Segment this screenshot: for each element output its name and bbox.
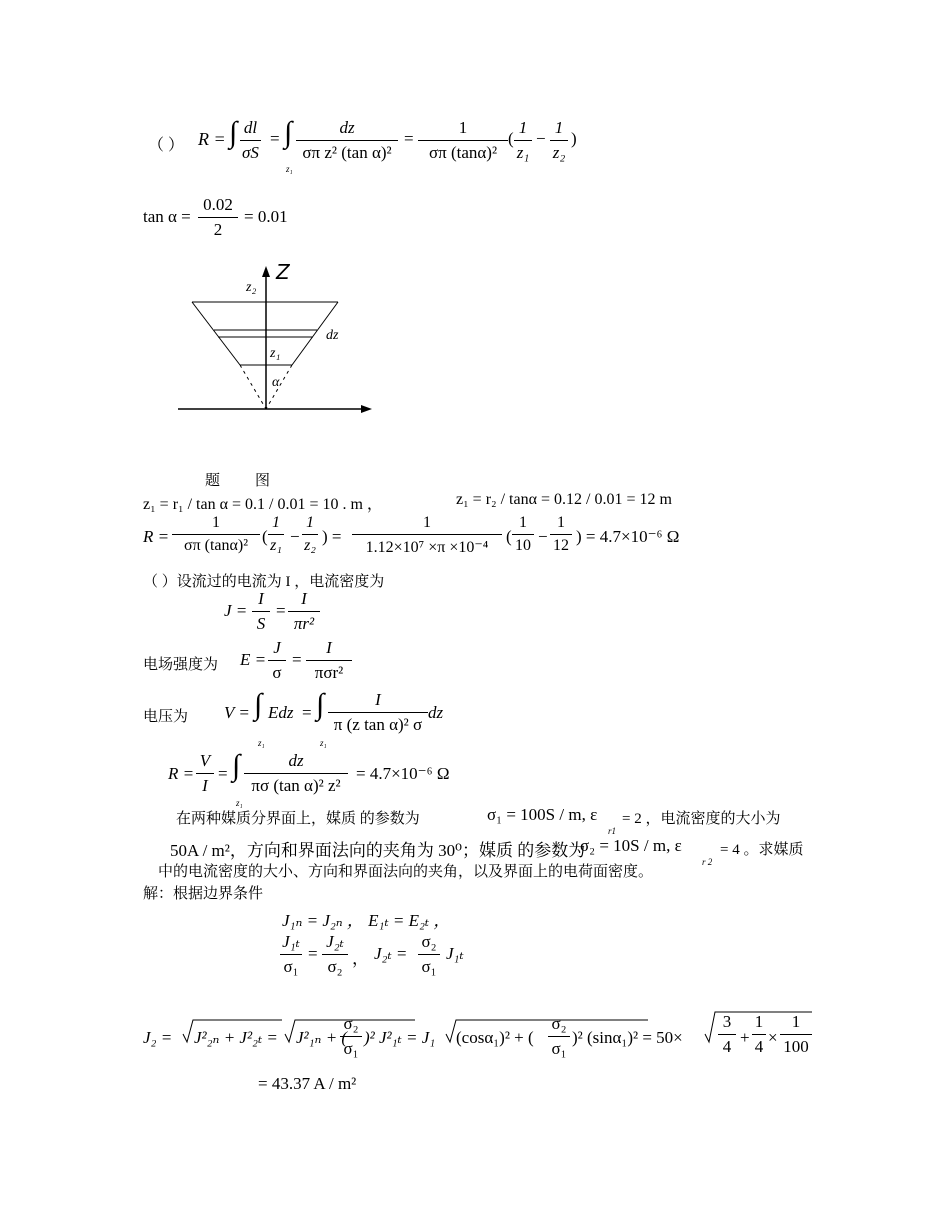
equals: = — [302, 703, 312, 722]
alpha-label: α — [272, 375, 280, 390]
numerator: 1 — [754, 1012, 764, 1031]
term-4: (cosα₁)² + ( — [456, 1028, 534, 1047]
minus: − — [290, 527, 300, 546]
voltage-label: 电压为 — [143, 709, 189, 725]
problem-line1-a: 在两种媒质分界面上，媒质 的参数为 — [176, 811, 420, 827]
paren: ( — [506, 527, 512, 546]
numerator: 1 — [554, 118, 564, 137]
denominator: πr² — [288, 611, 320, 634]
integral-sign: ∫ — [229, 116, 238, 149]
comma: ， — [352, 949, 369, 968]
denominator: σ₁ — [418, 954, 440, 977]
numerator-dz: dz — [339, 118, 355, 137]
denominator: 10 — [512, 534, 534, 555]
numerator: I — [301, 589, 307, 608]
denominator: 12 — [550, 534, 572, 555]
term-3: )² J²₁ₜ = J₁ — [364, 1028, 436, 1047]
dz-label: dz — [326, 328, 339, 343]
part-number-paren: （ ） — [148, 137, 185, 154]
denominator: π (z tan α)² σ — [328, 712, 428, 735]
numerator: I — [258, 589, 264, 608]
paren-eq: ) = — [322, 527, 342, 546]
z2-value: z₁ = r₂ / tanα = 0.12 / 0.01 = 12 m — [456, 491, 672, 508]
denominator: σπ (tanα)² — [172, 534, 260, 555]
denominator: σ₂ — [322, 954, 348, 977]
lower-limit: z₁ — [320, 738, 327, 748]
numerator: 1 — [519, 514, 527, 531]
tan-rhs: = 0.01 — [244, 207, 288, 226]
result: ) = 4.7×10⁻⁶ Ω — [576, 527, 680, 546]
integral-sign: ∫ — [232, 749, 241, 782]
denominator: z₂ — [550, 140, 568, 163]
numerator: dz — [288, 751, 304, 770]
equals: = — [292, 650, 302, 669]
integral-sign: ∫ — [254, 688, 263, 721]
equals: = — [270, 129, 280, 148]
r-lhs: R = — [143, 527, 170, 546]
r-lhs: R = — [198, 129, 226, 149]
minus: − — [536, 129, 546, 148]
numerator: 1 — [557, 514, 565, 531]
denominator: πσ (tan α)² z² — [244, 773, 348, 796]
problem-line3: 中的电流密度的大小、方向和界面法向的夹角，以及界面上的电荷面密度。 — [158, 864, 654, 880]
numerator: 1 — [306, 514, 314, 531]
lower-limit: z₁ — [286, 164, 293, 174]
z-axis-label: Z — [276, 260, 290, 284]
z2-label: z₂ — [246, 280, 257, 295]
numerator: σ₂ — [343, 1014, 359, 1033]
term-1: J²₂ₙ + J²₂ₜ = — [194, 1028, 278, 1047]
fraction-1-100 — [780, 1012, 812, 1057]
denominator: 4 — [718, 1034, 736, 1057]
final-value: = 43.37 A / m² — [258, 1074, 357, 1093]
denominator: σ₁ — [548, 1036, 570, 1059]
z1-label: z₁ — [270, 346, 281, 361]
numerator: 1 — [212, 514, 220, 531]
problem-line1-c: = 2 ，电流密度的大小为 — [622, 811, 781, 827]
paren-close: ) — [571, 129, 577, 148]
denominator: S — [252, 611, 270, 634]
result: = 4.7×10⁻⁶ Ω — [356, 764, 450, 783]
fraction-sigma2-sigma1 — [548, 1014, 570, 1059]
numerator: I — [375, 690, 381, 709]
numerator: 1 — [458, 118, 468, 137]
fraction-1-4 — [752, 1012, 766, 1057]
minus: − — [538, 527, 548, 546]
numerator: 1 — [791, 1012, 801, 1031]
plus: + — [740, 1028, 750, 1047]
denominator: I — [196, 773, 214, 796]
numerator: 0.02 — [203, 195, 233, 214]
equals: = — [218, 764, 228, 783]
paren: ( — [262, 527, 268, 546]
numerator: V — [199, 751, 211, 770]
numerator: J₁ₜ — [282, 932, 300, 951]
denominator: z₁ — [514, 140, 532, 163]
fraction-sigma2-sigma1 — [340, 1014, 362, 1059]
denominator: σ — [268, 660, 286, 683]
numerator: 3 — [722, 1012, 732, 1031]
denominator: z₁ — [268, 534, 284, 555]
caption-tu: 图 — [255, 473, 271, 489]
denominator: πσr² — [306, 660, 352, 683]
numerator: σ₂ — [551, 1014, 567, 1033]
integral-sign: ∫ — [316, 688, 325, 721]
e-field-label: 电场强度为 — [143, 657, 219, 673]
problem-line1-b: σ₁ = 100S / m, ε — [487, 805, 598, 824]
denominator: σπ z² (tan α)² — [296, 140, 398, 163]
problem-line2-a: 50A / m²，方向和界面法向的夹角为 30⁰；媒质 的参数为 — [170, 841, 586, 860]
caption-ti: 题 — [205, 473, 221, 489]
numerator: 1 — [518, 118, 528, 137]
numerator-dl: dl — [243, 118, 258, 137]
v-lhs: V = — [224, 703, 250, 722]
edz: Edz — [268, 703, 294, 722]
denominator: 100 — [780, 1034, 812, 1057]
denominator: 4 — [752, 1034, 766, 1057]
solution-label: 解：根据边界条件 — [143, 886, 264, 902]
denominator: 2 — [198, 217, 238, 240]
j-lhs: J = — [224, 601, 248, 620]
numerator: J — [273, 638, 281, 657]
term-5: )² (sinα₁)² = 50× — [572, 1028, 683, 1047]
numerator: I — [326, 638, 332, 657]
e-lhs: E = — [240, 650, 267, 669]
tan-lhs: tan α = — [143, 207, 191, 226]
j2-lhs: J₂ = — [143, 1028, 173, 1047]
j2t-lhs: J₂ₜ = — [374, 944, 408, 963]
lower-limit: z₁ — [236, 798, 243, 808]
denominator: σ₁ — [340, 1036, 362, 1059]
paren-open: ( — [508, 129, 514, 148]
numerator: J₂ₜ — [326, 932, 344, 951]
r-lhs: R = — [168, 764, 195, 783]
dz: dz — [428, 703, 444, 722]
equals: = — [276, 601, 286, 620]
denominator: σπ (tanα)² — [418, 140, 508, 163]
denominator: z₂ — [302, 534, 318, 555]
problem-line2-c: = 4 。求媒质 — [720, 842, 804, 858]
problem-line2-b: σ₂ = 10S / m, ε — [580, 836, 682, 855]
fraction-3-4 — [718, 1012, 736, 1057]
subscript-r1: r1 — [608, 826, 617, 836]
integral-sign: ∫ — [284, 116, 293, 149]
denominator: σ₁ — [280, 954, 302, 977]
denominator: 1.12×10⁷ ×π ×10⁻⁴ — [352, 534, 502, 557]
subscript-r2: r 2 — [702, 857, 713, 867]
numerator: 1 — [423, 514, 431, 531]
term-2: J²₁ₙ + ( — [296, 1028, 348, 1047]
times: × — [768, 1028, 778, 1047]
boundary-equation: J₁ₙ = J₂ₙ ， E₁ₜ = E₂ₜ ， — [282, 911, 451, 930]
z1-value: z₁ = r₁ / tan α = 0.1 / 0.01 = 10 . m ， — [143, 496, 383, 513]
numerator: 1 — [272, 514, 280, 531]
denominator-sigmaS: σS — [240, 140, 261, 163]
equals: = — [404, 129, 414, 148]
j1t: J₁ₜ — [446, 944, 464, 963]
equals: = — [308, 944, 318, 963]
part2-intro: （ ）设流过的电流为 I ，电流密度为 — [143, 574, 385, 590]
numerator: σ₂ — [421, 932, 437, 951]
lower-limit: z₁ — [258, 738, 265, 748]
